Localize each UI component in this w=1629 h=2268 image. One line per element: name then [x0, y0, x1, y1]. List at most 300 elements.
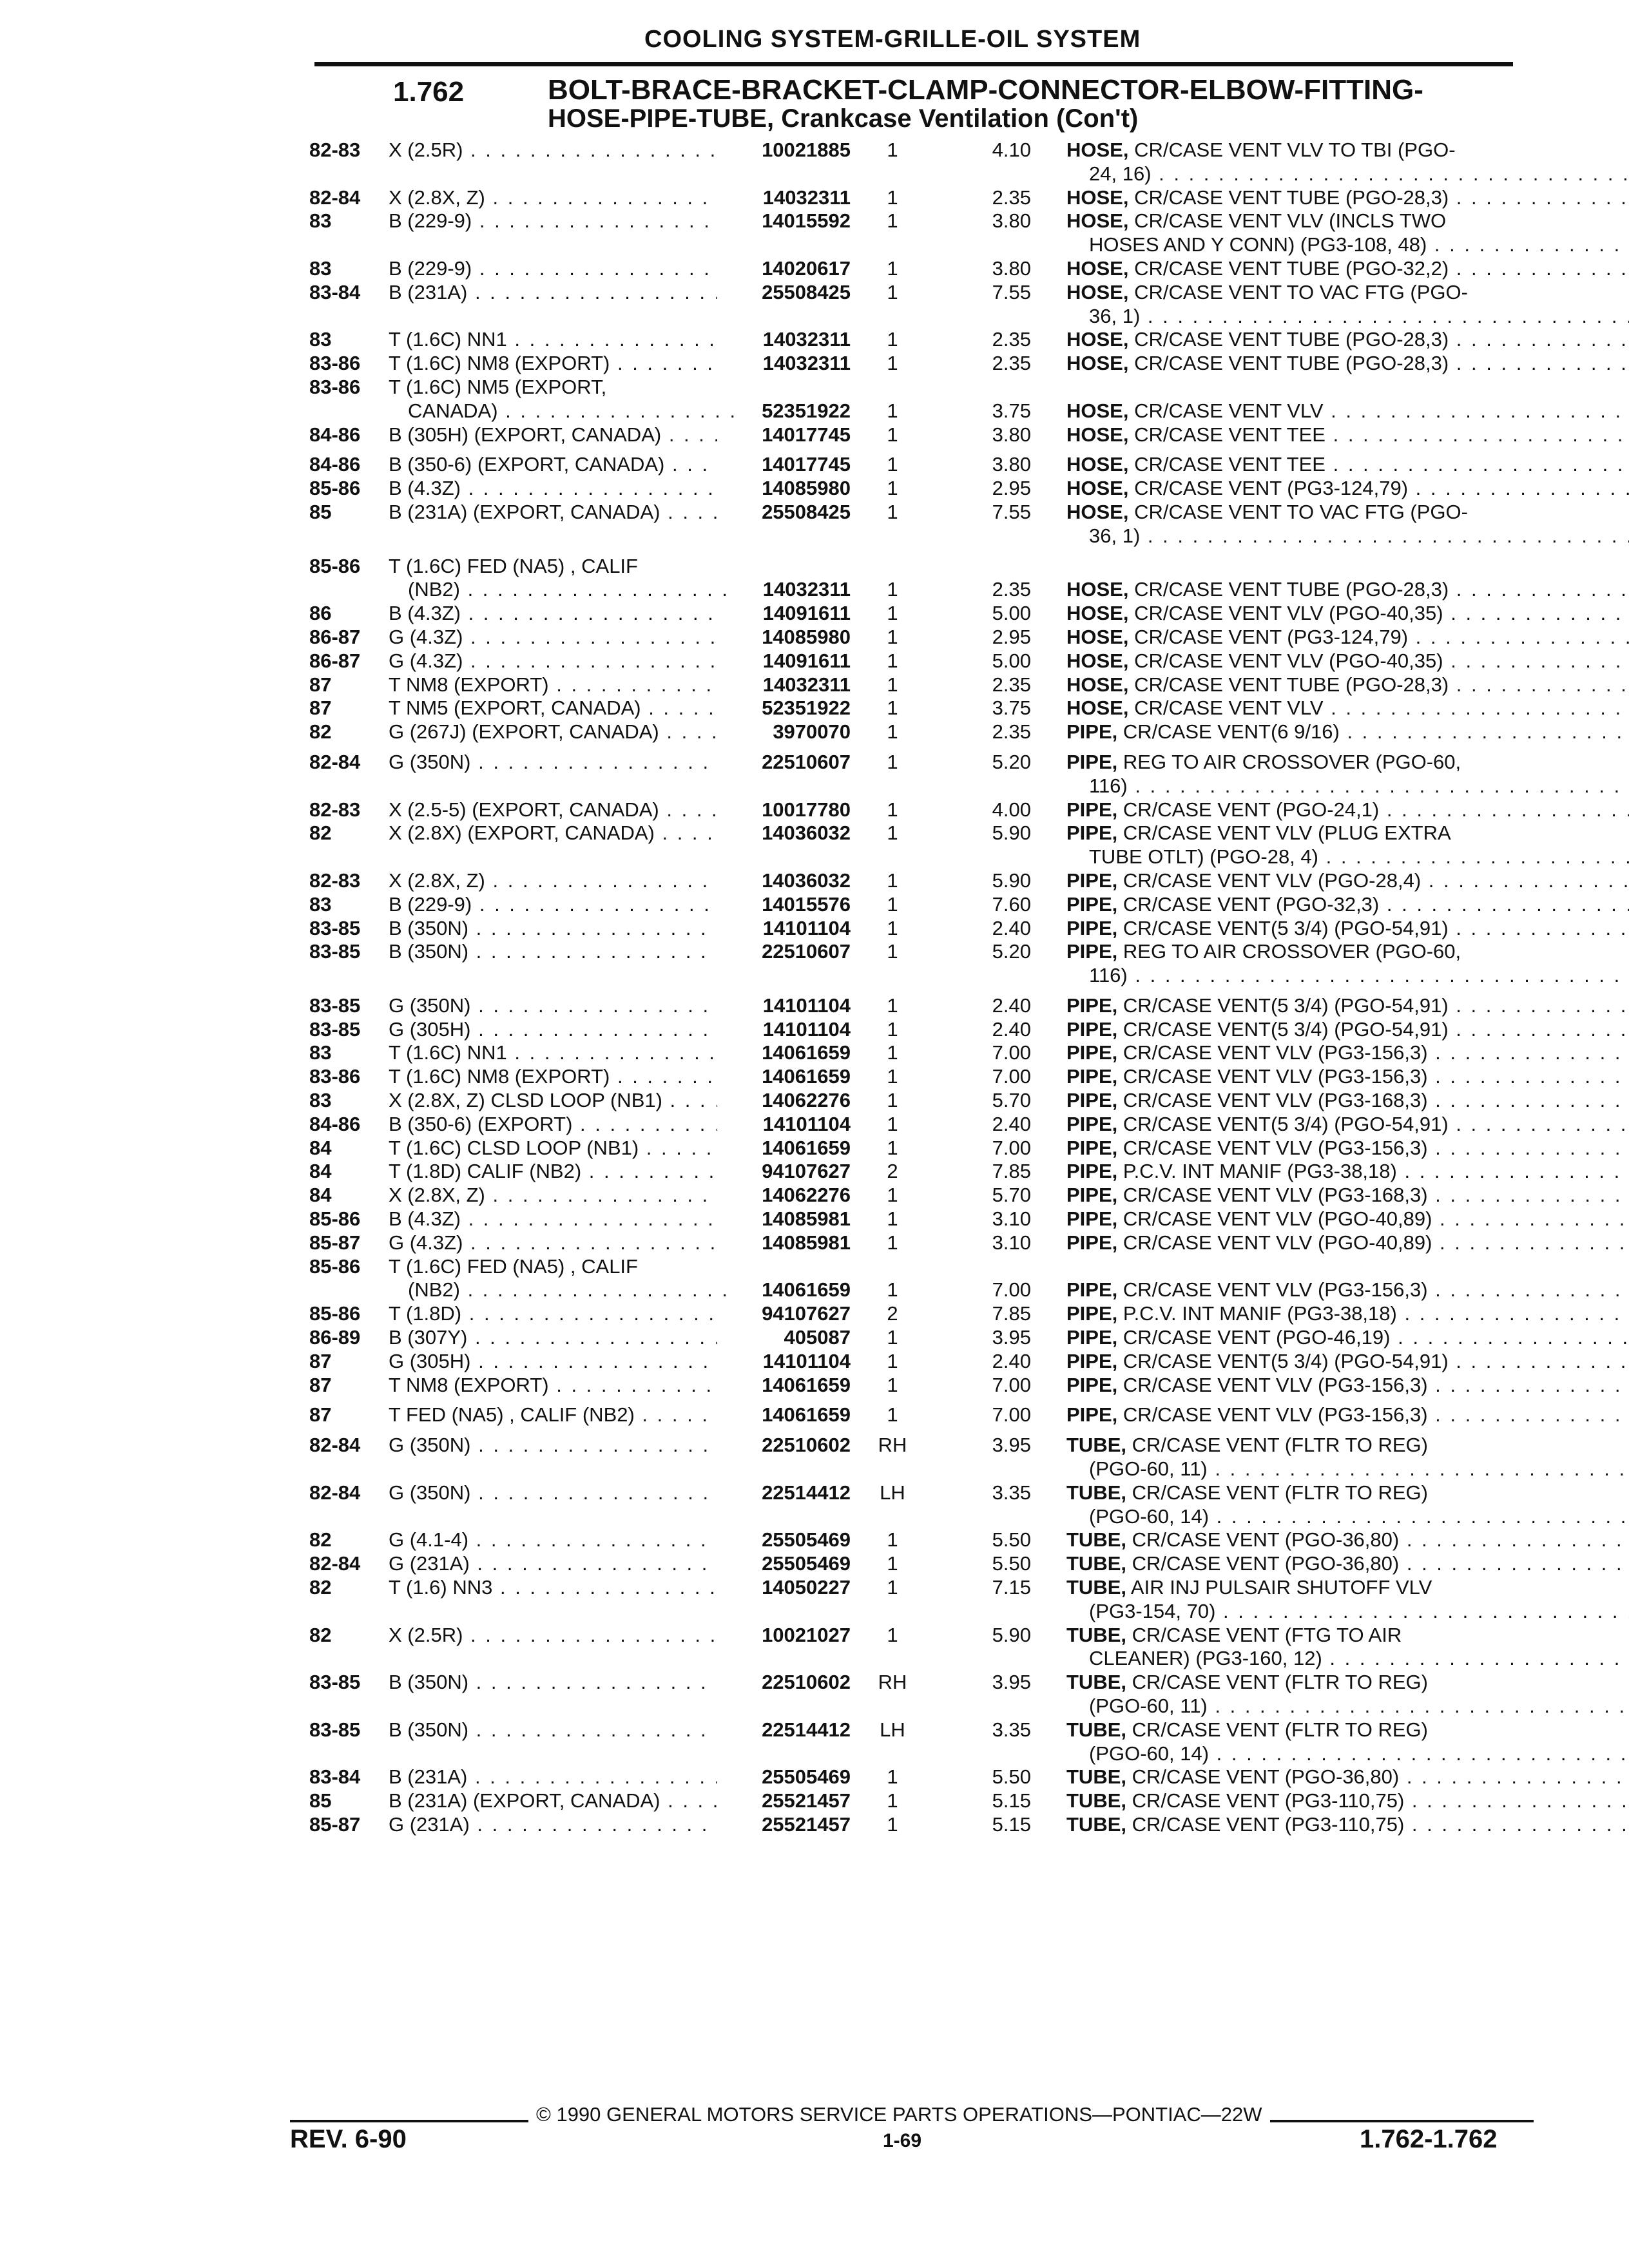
part-number: 14101104 — [735, 1018, 851, 1042]
part-number: 22510602 — [735, 1434, 851, 1457]
description-keyword: PIPE, — [1066, 1017, 1118, 1041]
description-text: CR/CASE VENT VLV — [1134, 399, 1324, 422]
price: 7.15 — [992, 1576, 1031, 1599]
description — [1066, 186, 1629, 210]
year-range: 83-85 — [309, 1017, 361, 1041]
quantity: 1 — [887, 1184, 898, 1207]
part-number: 22510602 — [735, 1671, 851, 1695]
description-text: CR/CASE VENT TEE — [1134, 453, 1325, 476]
table-row — [309, 602, 1534, 626]
description-text: CR/CASE VENT (PG3-110,75) — [1132, 1812, 1405, 1836]
engine-code: G (350N) . . . — [389, 994, 717, 1018]
price: 3.95 — [992, 1434, 1031, 1457]
description — [1066, 1278, 1629, 1302]
year-range: 83-85 — [309, 940, 361, 963]
description-keyword: PIPE, — [1066, 1041, 1118, 1064]
engine-code: G (231A) . . . — [389, 1552, 717, 1576]
engine-code: B (231A) . . . — [389, 281, 717, 305]
year-range: 84-86 — [309, 453, 361, 476]
description-keyword: TUBE, — [1066, 1623, 1126, 1646]
quantity: 1 — [887, 500, 898, 523]
description-keyword: TUBE, — [1066, 1434, 1126, 1457]
description-text: CR/CASE VENT(6 9/16) — [1123, 720, 1340, 744]
table-row — [309, 1671, 1534, 1695]
footer-page-number: 1-69 — [883, 2130, 922, 2151]
engine-code: B (350N) . . . — [389, 1718, 717, 1742]
year-range: 83-84 — [309, 1765, 361, 1789]
table-row — [309, 1113, 1534, 1137]
description-text: CR/CASE VENT VLV (PG3-168,3) — [1123, 1184, 1428, 1207]
part-number: 14015576 — [735, 893, 851, 917]
quantity: 2 — [887, 1302, 898, 1325]
description — [1066, 399, 1629, 423]
description-text: CR/CASE VENT TUBE (PGO-32,2) — [1134, 256, 1449, 280]
price: 2.35 — [992, 328, 1031, 351]
description-continuation: (PGO-60, 11) . . . — [1089, 1457, 1629, 1481]
price: 5.90 — [992, 1623, 1031, 1646]
row-spacer — [309, 1427, 1534, 1434]
quantity: LH — [880, 1718, 905, 1741]
quantity: 1 — [887, 1576, 898, 1599]
part-number: 14085981 — [735, 1207, 851, 1231]
table-row-continuation — [309, 1742, 1534, 1766]
table-row-continuation — [309, 305, 1534, 329]
year-range: 83 — [309, 1089, 332, 1112]
quantity: LH — [880, 1481, 905, 1504]
quantity: 1 — [887, 649, 898, 672]
price: 5.90 — [992, 822, 1031, 845]
table-row — [309, 477, 1534, 501]
description — [1066, 1528, 1629, 1552]
table-row-continuation — [309, 964, 1534, 988]
footer-revision: REV. 6-90 — [290, 2125, 407, 2153]
description-continuation: (PG3-154, 70) . . . — [1089, 1600, 1629, 1624]
year-range: 82 — [309, 1576, 332, 1599]
description — [1066, 917, 1629, 941]
year-range: 82-83 — [309, 869, 361, 892]
engine-code: G (305H) . . . — [389, 1018, 717, 1042]
header-title: COOLING SYSTEM-GRILLE-OIL SYSTEM — [644, 26, 1141, 53]
description-text: CR/CASE VENT (PG3-124,79) — [1134, 625, 1409, 648]
year-range: 85 — [309, 500, 332, 523]
description — [1066, 578, 1629, 602]
part-number: 14020617 — [735, 257, 851, 281]
part-number: 14050227 — [735, 1576, 851, 1600]
table-row-continuation — [309, 1505, 1534, 1529]
year-range: 82-83 — [309, 798, 361, 821]
description-keyword: HOSE, — [1066, 399, 1129, 422]
price: 2.35 — [992, 352, 1031, 375]
table-row-continuation — [309, 774, 1534, 798]
table-row — [309, 917, 1534, 941]
price: 2.95 — [992, 477, 1031, 500]
quantity: 1 — [887, 328, 898, 351]
description — [1066, 822, 1629, 845]
quantity: 1 — [887, 280, 898, 303]
quantity: 1 — [887, 1112, 898, 1135]
quantity: 1 — [887, 750, 898, 773]
table-row — [309, 1789, 1534, 1813]
description-keyword: PIPE, — [1066, 916, 1118, 939]
quantity: 1 — [887, 1789, 898, 1812]
quantity: 1 — [887, 1041, 898, 1064]
quantity: 1 — [887, 423, 898, 446]
part-number: 22510607 — [735, 940, 851, 964]
description-keyword: HOSE, — [1066, 477, 1129, 500]
price: 5.70 — [992, 1089, 1031, 1112]
price: 5.15 — [992, 1789, 1031, 1812]
description-keyword: PIPE, — [1066, 798, 1118, 821]
engine-code: B (229-9) . . . — [389, 209, 717, 233]
part-number: 14061659 — [735, 1403, 851, 1427]
engine-code: T (1.6C) NM8 (EXPORT) . . . — [389, 1065, 717, 1089]
engine-code: B (4.3Z) . . . — [389, 602, 717, 626]
engine-code: B (229-9) . . . — [389, 257, 717, 281]
quantity: 1 — [887, 602, 898, 625]
price: 4.00 — [992, 798, 1031, 821]
table-row — [309, 720, 1534, 744]
engine-code: X (2.5R) . . . — [389, 139, 717, 162]
description-text: REG TO AIR CROSSOVER (PGO-60, — [1123, 940, 1461, 963]
row-spacer — [309, 548, 1534, 555]
description — [1066, 257, 1629, 281]
description-text: CR/CASE VENT VLV (PG3-156,3) — [1123, 1041, 1428, 1064]
quantity: 1 — [887, 256, 898, 280]
quantity: 2 — [887, 1160, 898, 1183]
table-row — [309, 139, 1534, 162]
table-row — [309, 578, 1534, 602]
description-text: CR/CASE VENT TUBE (PGO-28,3) — [1134, 673, 1449, 696]
table-row-lead — [309, 1255, 1534, 1279]
description-continuation: (PGO-60, 14) . . . — [1089, 1742, 1629, 1766]
price: 2.35 — [992, 186, 1031, 209]
description — [1066, 1671, 1629, 1695]
quantity: 1 — [887, 892, 898, 916]
row-spacer — [309, 447, 1534, 453]
engine-code: T (1.6C) NN1 . . . — [389, 328, 717, 352]
part-number: 22514412 — [735, 1718, 851, 1742]
table-row — [309, 869, 1534, 893]
table-row — [309, 1137, 1534, 1160]
description — [1066, 1302, 1629, 1326]
description-keyword: PIPE, — [1066, 1065, 1118, 1088]
price: 2.40 — [992, 994, 1031, 1017]
description-keyword: HOSE, — [1066, 625, 1129, 648]
description-text: CR/CASE VENT VLV (PG3-156,3) — [1123, 1403, 1428, 1427]
description-keyword: PIPE, — [1066, 1349, 1118, 1372]
description — [1066, 1184, 1629, 1207]
year-range: 87 — [309, 673, 332, 696]
engine-code: G (4.3Z) . . . — [389, 649, 717, 673]
description — [1066, 720, 1629, 744]
price: 5.20 — [992, 750, 1031, 773]
table-row-continuation — [309, 524, 1534, 548]
description-continuation: 24, 16) . . . — [1089, 162, 1629, 186]
description-text: CR/CASE VENT VLV (INCLS TWO — [1134, 209, 1447, 233]
description — [1066, 1065, 1629, 1089]
engine-code: B (350-6) (EXPORT, CANADA) . . . — [389, 453, 717, 477]
quantity: 1 — [887, 994, 898, 1017]
quantity: 1 — [887, 1089, 898, 1112]
description-keyword: PIPE, — [1066, 1278, 1118, 1302]
description — [1066, 602, 1629, 626]
engine-code: B (305H) (EXPORT, CANADA) . . . — [389, 423, 717, 447]
part-number: 14017745 — [735, 423, 851, 447]
quantity: 1 — [887, 822, 898, 845]
engine-code: X (2.8X, Z) CLSD LOOP (NB1) . . . — [389, 1089, 717, 1113]
description-text: CR/CASE VENT (FLTR TO REG) — [1132, 1434, 1428, 1457]
table-row — [309, 1434, 1534, 1457]
description-keyword: TUBE, — [1066, 1765, 1126, 1789]
engine-code: G (350N) . . . — [389, 751, 717, 774]
price: 3.10 — [992, 1231, 1031, 1254]
description-text: CR/CASE VENT (FLTR TO REG) — [1132, 1481, 1428, 1504]
part-number: 14091611 — [735, 602, 851, 626]
engine-code: G (305H) . . . — [389, 1350, 717, 1374]
description-text: CR/CASE VENT (FLTR TO REG) — [1132, 1671, 1428, 1694]
year-range: 82 — [309, 822, 332, 845]
description — [1066, 751, 1629, 774]
engine-code: T (1.6C) FED (NA5) , CALIF — [389, 1254, 638, 1278]
price: 2.35 — [992, 578, 1031, 601]
year-range: 82-84 — [309, 1481, 361, 1504]
engine-code: G (350N) . . . — [389, 1481, 717, 1505]
description — [1066, 1018, 1629, 1042]
description-text: CR/CASE VENT TEE — [1134, 423, 1325, 446]
description — [1066, 1137, 1629, 1160]
description-text: CR/CASE VENT TO VAC FTG (PGO- — [1134, 280, 1468, 303]
description-continuation: TUBE OTLT) (PGO-28, 4) . . . — [1089, 845, 1629, 869]
quantity: 1 — [887, 720, 898, 744]
table-row-continuation — [309, 162, 1534, 186]
table-row — [309, 423, 1534, 447]
part-number: 22510607 — [735, 751, 851, 774]
description — [1066, 1789, 1629, 1813]
year-range: 86-87 — [309, 649, 361, 672]
engine-code: B (231A) (EXPORT, CANADA) . . . — [389, 1789, 717, 1813]
description-keyword: HOSE, — [1066, 352, 1129, 375]
price: 2.35 — [992, 673, 1031, 696]
year-range: 83 — [309, 1041, 332, 1064]
description — [1066, 1374, 1629, 1398]
description-keyword: PIPE, — [1066, 869, 1118, 892]
price: 7.00 — [992, 1065, 1031, 1088]
table-row — [309, 1089, 1534, 1113]
year-range: 82-84 — [309, 1552, 361, 1575]
year-range: 83-85 — [309, 1718, 361, 1741]
price: 5.15 — [992, 1812, 1031, 1836]
description-continuation: 36, 1) . . . — [1089, 524, 1629, 548]
year-range: 84-86 — [309, 423, 361, 446]
quantity: 1 — [887, 1623, 898, 1646]
year-range: 85-86 — [309, 1207, 361, 1231]
year-range: 82-84 — [309, 1434, 361, 1457]
description — [1066, 1041, 1629, 1065]
year-range: 84 — [309, 1136, 332, 1159]
quantity: 1 — [887, 1231, 898, 1254]
engine-code: T (1.6) NN3 . . . — [389, 1576, 717, 1600]
description-keyword: TUBE, — [1066, 1789, 1126, 1812]
engine-code: CANADA) . . . — [389, 399, 737, 423]
year-range: 83-86 — [309, 1065, 361, 1088]
price: 7.00 — [992, 1041, 1031, 1064]
description-text: CR/CASE VENT(5 3/4) (PGO-54,91) — [1123, 994, 1449, 1017]
description-keyword: PIPE, — [1066, 1403, 1118, 1427]
description-text: CR/CASE VENT (PG3-124,79) — [1134, 477, 1409, 500]
part-number: 25521457 — [735, 1789, 851, 1813]
description-continuation: (PGO-60, 14) . . . — [1089, 1505, 1629, 1529]
part-number: 14032311 — [735, 578, 851, 602]
engine-code: T (1.6C) NM5 (EXPORT, — [389, 375, 607, 398]
price: 2.40 — [992, 1017, 1031, 1041]
description-keyword: HOSE, — [1066, 453, 1129, 476]
year-range: 83-84 — [309, 280, 361, 303]
description-keyword: TUBE, — [1066, 1812, 1126, 1836]
description — [1066, 673, 1629, 697]
engine-code: T FED (NA5) , CALIF (NB2) . . . — [389, 1403, 717, 1427]
part-number: 14032311 — [735, 328, 851, 352]
part-number: 94107627 — [735, 1160, 851, 1184]
price: 5.50 — [992, 1528, 1031, 1552]
engine-code: G (231A) . . . — [389, 1813, 717, 1837]
quantity: 1 — [887, 139, 898, 161]
price: 2.35 — [992, 720, 1031, 744]
section-title-line1: BOLT-BRACE-BRACKET-CLAMP-CONNECTOR-ELBOW-FITTING- — [548, 74, 1423, 106]
description-keyword: HOSE, — [1066, 280, 1129, 303]
quantity: 1 — [887, 1765, 898, 1789]
description — [1066, 281, 1629, 305]
year-range: 82 — [309, 1623, 332, 1646]
description-text: CR/CASE VENT VLV (PG3-168,3) — [1123, 1089, 1428, 1112]
engine-code: (NB2) . . . — [389, 578, 737, 602]
engine-code: B (350N) . . . — [389, 940, 717, 964]
part-number: 14015592 — [735, 209, 851, 233]
price: 5.70 — [992, 1184, 1031, 1207]
parts-list — [309, 139, 1534, 1837]
description-text: AIR INJ PULSAIR SHUTOFF VLV — [1130, 1576, 1432, 1599]
price: 3.80 — [992, 209, 1031, 233]
description-keyword: PIPE, — [1066, 1089, 1118, 1112]
part-number: 14017745 — [735, 453, 851, 477]
row-spacer — [309, 988, 1534, 994]
part-number: 14085981 — [735, 1231, 851, 1255]
engine-code: G (350N) . . . — [389, 1434, 717, 1457]
part-number: 14032311 — [735, 352, 851, 376]
description-text: CR/CASE VENT(5 3/4) (PGO-54,91) — [1123, 1349, 1449, 1372]
part-number: 10017780 — [735, 798, 851, 822]
part-number: 10021885 — [735, 139, 851, 162]
table-row — [309, 328, 1534, 352]
year-range: 84 — [309, 1160, 332, 1183]
description — [1066, 1765, 1629, 1789]
year-range: 83 — [309, 209, 332, 233]
description — [1066, 1624, 1629, 1648]
table-row — [309, 352, 1534, 376]
table-row — [309, 186, 1534, 210]
table-row — [309, 1184, 1534, 1207]
quantity: 1 — [887, 453, 898, 476]
price: 7.85 — [992, 1302, 1031, 1325]
table-row-continuation — [309, 1600, 1534, 1624]
description-text: CR/CASE VENT (PGO-32,3) — [1123, 892, 1380, 916]
engine-code: G (4.3Z) . . . — [389, 1231, 717, 1255]
footer-copyright: © 1990 GENERAL MOTORS SERVICE PARTS OPERATIONS—PONTIAC—22W — [528, 2103, 1270, 2126]
year-range: 83 — [309, 892, 332, 916]
quantity: 1 — [887, 1552, 898, 1575]
description-keyword: HOSE, — [1066, 578, 1129, 601]
table-row — [309, 1350, 1534, 1374]
description — [1066, 328, 1629, 352]
section-title — [548, 76, 1423, 133]
description — [1066, 697, 1629, 720]
footer-section-range: 1.762-1.762 — [1360, 2125, 1498, 2153]
year-range: 86-87 — [309, 625, 361, 648]
engine-code: T NM8 (EXPORT) . . . — [389, 673, 717, 697]
table-row — [309, 822, 1534, 845]
description — [1066, 940, 1629, 964]
year-range: 82 — [309, 1528, 332, 1552]
part-number: 14101104 — [735, 1113, 851, 1137]
price: 7.00 — [992, 1278, 1031, 1302]
description-continuation: (PGO-60, 11) . . . — [1089, 1695, 1629, 1718]
table-row — [309, 1278, 1534, 1302]
year-range: 87 — [309, 1373, 332, 1396]
description-keyword: PIPE, — [1066, 1160, 1118, 1183]
quantity: 1 — [887, 1812, 898, 1836]
description-keyword: HOSE, — [1066, 209, 1129, 233]
engine-code: T NM5 (EXPORT, CANADA) . . . — [389, 697, 717, 720]
table-row — [309, 281, 1534, 305]
part-number: 25521457 — [735, 1813, 851, 1837]
quantity: 1 — [887, 209, 898, 233]
price: 2.40 — [992, 1349, 1031, 1372]
table-row — [309, 1041, 1534, 1065]
table-row — [309, 1302, 1534, 1326]
quantity: 1 — [887, 1278, 898, 1302]
quantity: 1 — [887, 399, 898, 422]
quantity: 1 — [887, 186, 898, 209]
table-row — [309, 940, 1534, 964]
quantity: 1 — [887, 673, 898, 696]
price: 3.80 — [992, 423, 1031, 446]
price: 2.40 — [992, 916, 1031, 939]
description-text: CR/CASE VENT TUBE (PGO-28,3) — [1134, 328, 1449, 351]
price: 7.00 — [992, 1136, 1031, 1159]
description-text: CR/CASE VENT(5 3/4) (PGO-54,91) — [1123, 1017, 1449, 1041]
table-row — [309, 257, 1534, 281]
description — [1066, 139, 1629, 162]
description-text: CR/CASE VENT VLV (PGO-40,35) — [1134, 602, 1443, 625]
engine-code: B (350N) . . . — [389, 917, 717, 941]
description-text: CR/CASE VENT(5 3/4) (PGO-54,91) — [1123, 1112, 1449, 1135]
table-row — [309, 994, 1534, 1018]
year-range: 85-86 — [309, 1254, 361, 1278]
table-row — [309, 798, 1534, 822]
price: 7.85 — [992, 1160, 1031, 1183]
section-number: 1.762 — [393, 76, 465, 108]
quantity: RH — [878, 1671, 907, 1694]
description-keyword: PIPE, — [1066, 720, 1118, 744]
table-row — [309, 1552, 1534, 1576]
quantity: 1 — [887, 798, 898, 821]
year-range: 87 — [309, 697, 332, 720]
price: 3.35 — [992, 1481, 1031, 1504]
description-keyword: HOSE, — [1066, 649, 1129, 672]
part-number: 14101104 — [735, 994, 851, 1018]
part-number: 3970070 — [735, 720, 851, 744]
description-keyword: PIPE, — [1066, 1302, 1118, 1325]
quantity: 1 — [887, 916, 898, 939]
